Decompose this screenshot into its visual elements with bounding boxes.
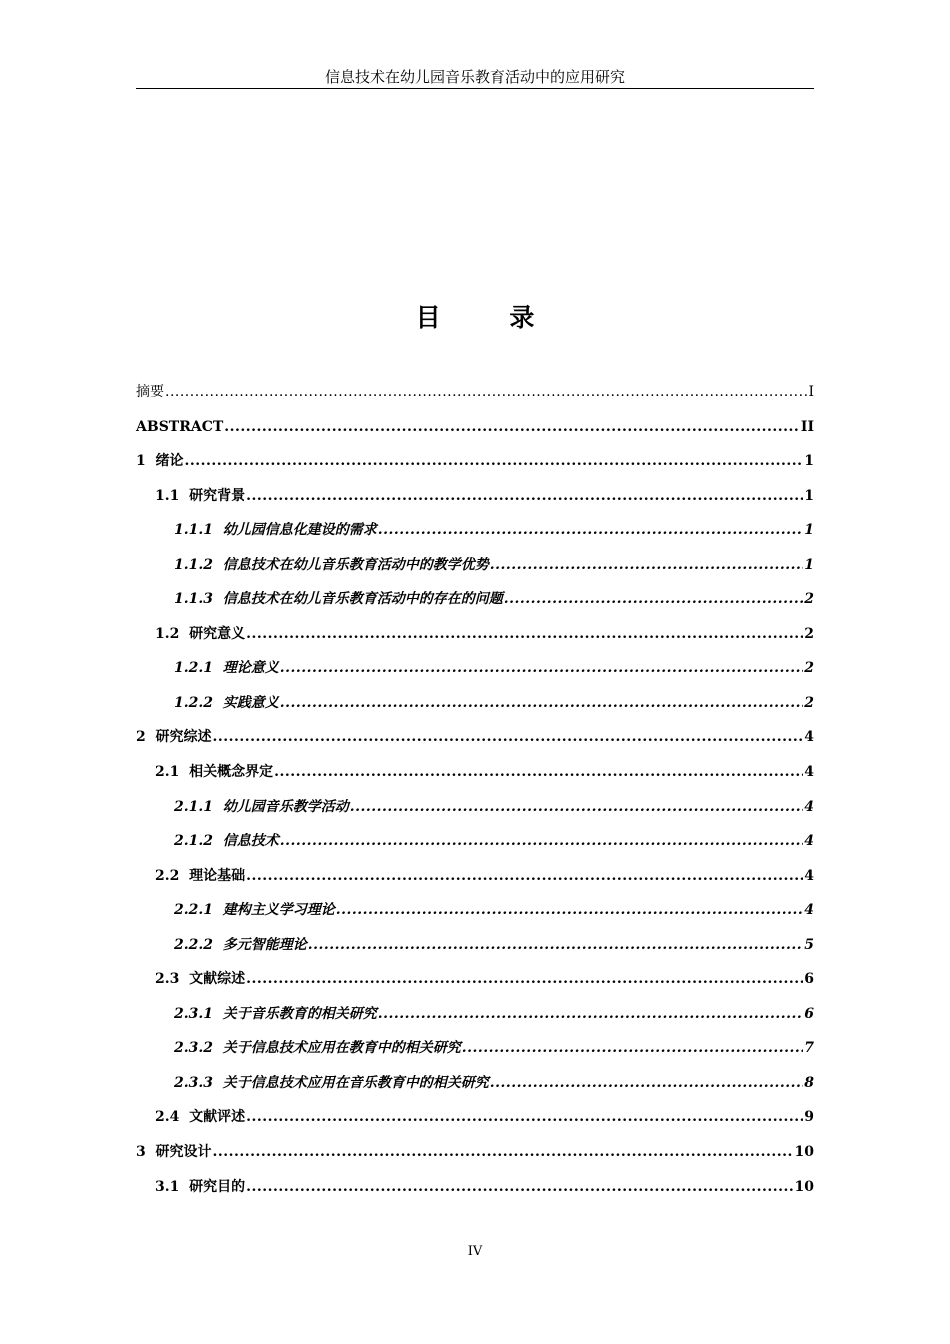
toc-entry-page: I xyxy=(808,384,814,400)
toc-entry-number: 2.1.1 xyxy=(174,798,213,815)
toc-entry-page: 1 xyxy=(804,522,814,539)
toc-entry[interactable] xyxy=(136,1105,814,1140)
toc-entry-number: 1 xyxy=(136,453,146,470)
toc-entry-page: 4 xyxy=(804,833,814,850)
toc-entry[interactable] xyxy=(136,518,814,553)
toc-entry-number: 1.1.3 xyxy=(174,591,213,608)
toc-entry-text: 绪论 xyxy=(155,453,184,470)
toc-leader-dots xyxy=(504,587,804,611)
toc-entry[interactable] xyxy=(136,1071,814,1106)
toc-entry-label xyxy=(174,691,279,715)
toc-entry-number: 2.1 xyxy=(155,764,180,781)
toc-entry-label xyxy=(155,864,245,888)
toc-entry-page: 1 xyxy=(804,487,814,504)
toc-entry-number: 2 xyxy=(136,729,146,746)
toc-entry[interactable] xyxy=(136,449,814,484)
toc-entry-text: 研究意义 xyxy=(189,625,246,642)
toc-entry-page: 4 xyxy=(804,798,814,815)
toc-entry[interactable] xyxy=(136,656,814,691)
toc-entry[interactable] xyxy=(136,898,814,933)
toc-leader-dots xyxy=(213,1140,794,1164)
toc-entry-page: II xyxy=(800,418,814,435)
toc-leader-dots xyxy=(280,656,804,680)
toc-entry-label xyxy=(174,587,503,611)
toc-leader-dots xyxy=(246,1105,803,1129)
toc-entry-label xyxy=(155,760,273,784)
toc-entry-text: 关于信息技术应用在教育中的相关研究 xyxy=(222,1040,461,1057)
toc-entry-page: 5 xyxy=(804,936,814,953)
toc-entry-label xyxy=(174,1071,489,1095)
toc-entry-page: 1 xyxy=(804,453,814,470)
toc-entry-number: 2.3.2 xyxy=(174,1040,213,1057)
toc-leader-dots xyxy=(246,967,803,991)
toc-entry-number: 1.2.2 xyxy=(174,694,213,711)
toc-entry[interactable] xyxy=(136,587,814,622)
toc-entry[interactable] xyxy=(136,864,814,899)
toc-entry-page: 1 xyxy=(804,556,814,573)
toc-entry-label xyxy=(174,518,377,542)
toc-leader-dots xyxy=(490,1071,804,1095)
toc-entry-label xyxy=(136,1140,212,1164)
toc-leader-dots xyxy=(280,691,804,715)
toc-entry-page: 4 xyxy=(804,867,814,884)
toc-entry-text: 关于信息技术应用在音乐教育中的相关研究 xyxy=(222,1074,489,1091)
toc-entry-number: 2.2.1 xyxy=(174,902,213,919)
toc-entry-label xyxy=(136,380,164,404)
toc-entry-label xyxy=(155,1175,245,1199)
toc-entry-number: 1.1.1 xyxy=(174,522,213,539)
toc-entry[interactable] xyxy=(136,760,814,795)
toc-entry[interactable] xyxy=(136,725,814,760)
toc-entry-label xyxy=(155,1105,245,1129)
toc-entry[interactable] xyxy=(136,553,814,588)
toc-leader-dots xyxy=(246,484,803,508)
toc-title: 目 录 xyxy=(415,303,565,332)
toc-entry-page: 4 xyxy=(804,764,814,781)
toc-entry-label xyxy=(174,795,349,819)
table-of-contents xyxy=(136,380,814,1209)
toc-entry-text: 研究综述 xyxy=(155,729,212,746)
toc-entry-number: 3 xyxy=(136,1144,146,1161)
toc-entry-number: 2.2 xyxy=(155,867,180,884)
toc-entry[interactable] xyxy=(136,622,814,657)
toc-entry[interactable] xyxy=(136,829,814,864)
toc-entry[interactable] xyxy=(136,795,814,830)
toc-entry-page: 8 xyxy=(804,1074,814,1091)
toc-entry[interactable] xyxy=(136,967,814,1002)
toc-entry[interactable] xyxy=(136,415,814,450)
toc-entry-number: 1.1.2 xyxy=(174,556,213,573)
toc-entry-page: 9 xyxy=(804,1109,814,1126)
toc-entry-number: 2.4 xyxy=(155,1109,180,1126)
toc-entry-text: 文献评述 xyxy=(189,1109,246,1126)
toc-entry-page: 2 xyxy=(804,694,814,711)
toc-entry-label xyxy=(174,898,335,922)
toc-entry-page: 2 xyxy=(804,625,814,642)
toc-leader-dots xyxy=(350,795,804,819)
toc-entry-label xyxy=(155,967,245,991)
toc-entry-text: 研究设计 xyxy=(155,1144,212,1161)
toc-entry-label xyxy=(136,725,212,749)
toc-entry-page: 10 xyxy=(794,1178,814,1195)
toc-entry-text: ABSTRACT xyxy=(136,418,224,435)
running-header xyxy=(136,66,814,89)
toc-leader-dots xyxy=(308,933,804,957)
toc-entry-number: 3.1 xyxy=(155,1178,180,1195)
toc-entry-label xyxy=(174,933,307,957)
toc-entry[interactable] xyxy=(136,1140,814,1175)
toc-entry-number: 2.3.3 xyxy=(174,1074,213,1091)
toc-entry-text: 信息技术在幼儿音乐教育活动中的教学优势 xyxy=(222,556,489,573)
toc-entry-text: 理论意义 xyxy=(222,660,279,677)
toc-entry-text: 信息技术 xyxy=(222,833,279,850)
toc-entry-number: 1.2 xyxy=(155,625,180,642)
toc-entry-page: 6 xyxy=(804,1005,814,1022)
toc-entry-text: 相关概念界定 xyxy=(189,764,274,781)
running-header-title: 信息技术在幼儿园音乐教育活动中的应用研究 xyxy=(324,68,625,86)
toc-leader-dots xyxy=(165,380,807,404)
toc-entry[interactable] xyxy=(136,484,814,519)
toc-leader-dots xyxy=(378,518,804,542)
toc-entry-number: 2.1.2 xyxy=(174,833,213,850)
toc-entry-number: 2.3.1 xyxy=(174,1005,213,1022)
toc-leader-dots xyxy=(274,760,803,784)
toc-entry[interactable] xyxy=(136,380,814,415)
toc-entry-page: 6 xyxy=(804,971,814,988)
toc-entry-page: 10 xyxy=(794,1144,814,1161)
toc-entry-page: 2 xyxy=(804,591,814,608)
toc-entry[interactable] xyxy=(136,1036,814,1071)
toc-entry-text: 研究目的 xyxy=(189,1178,246,1195)
toc-entry-text: 建构主义学习理论 xyxy=(222,902,335,919)
toc-entry-label xyxy=(174,829,279,853)
toc-entry[interactable] xyxy=(136,691,814,726)
toc-entry-page: 4 xyxy=(804,729,814,746)
toc-entry-label xyxy=(174,553,489,577)
toc-leader-dots xyxy=(246,622,803,646)
toc-leader-dots xyxy=(280,829,804,853)
toc-leader-dots xyxy=(246,1175,793,1199)
toc-entry-text: 理论基础 xyxy=(189,867,246,884)
toc-entry-label xyxy=(174,656,279,680)
toc-leader-dots xyxy=(213,725,804,749)
toc-entry-text: 多元智能理论 xyxy=(222,936,307,953)
toc-entry-number: 2.2.2 xyxy=(174,936,213,953)
toc-entry-text: 实践意义 xyxy=(222,694,279,711)
toc-entry-text: 关于音乐教育的相关研究 xyxy=(222,1005,377,1022)
toc-leader-dots xyxy=(224,415,800,439)
toc-entry-text: 研究背景 xyxy=(189,487,246,504)
toc-entry-page: 4 xyxy=(804,902,814,919)
toc-entry-text: 信息技术在幼儿音乐教育活动中的存在的问题 xyxy=(222,591,503,608)
toc-entry-label xyxy=(155,622,245,646)
toc-entry[interactable] xyxy=(136,933,814,968)
toc-entry-text: 幼儿园音乐教学活动 xyxy=(222,798,349,815)
toc-leader-dots xyxy=(462,1036,804,1060)
toc-entry-page: 2 xyxy=(804,660,814,677)
toc-leader-dots xyxy=(185,449,804,473)
toc-entry-label xyxy=(136,415,223,439)
toc-entry-text: 摘要 xyxy=(136,384,164,400)
toc-entry-page: 7 xyxy=(804,1040,814,1057)
toc-leader-dots xyxy=(378,1002,804,1026)
page-number: IV xyxy=(467,1244,483,1259)
toc-entry[interactable] xyxy=(136,1002,814,1037)
toc-entry-number: 2.3 xyxy=(155,971,180,988)
toc-leader-dots xyxy=(246,864,803,888)
toc-entry-label xyxy=(136,449,184,473)
toc-leader-dots xyxy=(336,898,804,922)
toc-entry-label xyxy=(155,484,245,508)
toc-leader-dots xyxy=(490,553,804,577)
toc-entry-text: 文献综述 xyxy=(189,971,246,988)
toc-entry-number: 1.1 xyxy=(155,487,180,504)
toc-entry-label xyxy=(174,1002,377,1026)
toc-entry-number: 1.2.1 xyxy=(174,660,213,677)
toc-entry[interactable] xyxy=(136,1175,814,1210)
toc-entry-text: 幼儿园信息化建设的需求 xyxy=(222,522,377,539)
toc-entry-label xyxy=(174,1036,461,1060)
